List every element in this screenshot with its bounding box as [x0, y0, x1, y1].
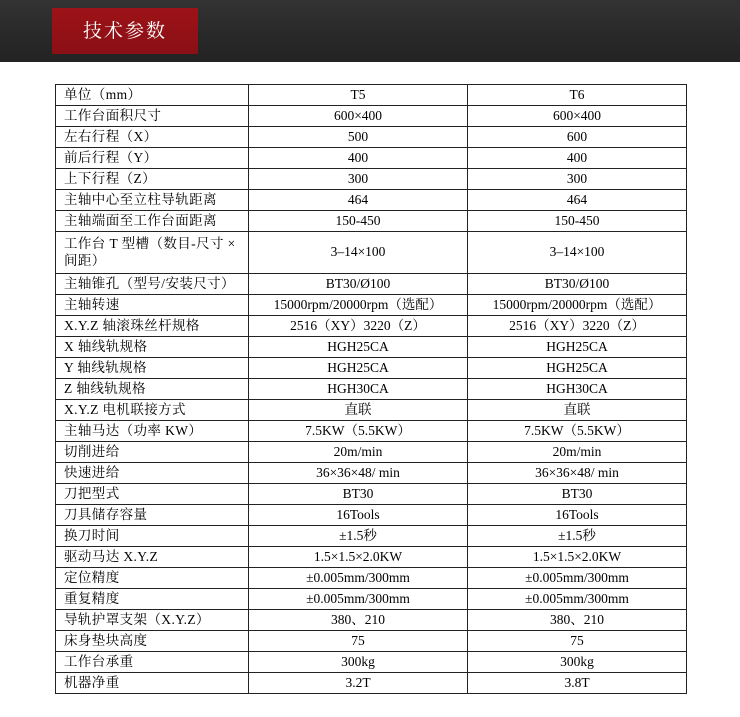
table-row [56, 421, 687, 442]
row-label: 定位精度 [56, 568, 249, 589]
cell-t6: 1.5×1.5×2.0KW [468, 547, 687, 568]
table-row [56, 232, 687, 274]
cell-t6: 75 [468, 631, 687, 652]
cell-t5: 2516（XY）3220（Z） [249, 316, 468, 337]
table-row [56, 379, 687, 400]
cell-t5: HGH25CA [249, 358, 468, 379]
cell-t6: HGH25CA [468, 358, 687, 379]
row-label: Z 轴线轨规格 [56, 379, 249, 400]
cell-t6: 600 [468, 127, 687, 148]
cell-t6: 380、210 [468, 610, 687, 631]
cell-t5: 300kg [249, 652, 468, 673]
table-row [56, 274, 687, 295]
cell-t6: ±0.005mm/300mm [468, 568, 687, 589]
cell-t5: 7.5KW（5.5KW） [249, 421, 468, 442]
cell-t5: 600×400 [249, 106, 468, 127]
cell-t6: 600×400 [468, 106, 687, 127]
cell-t5: BT30/Ø100 [249, 274, 468, 295]
table-row [56, 652, 687, 673]
cell-t5: ±0.005mm/300mm [249, 568, 468, 589]
cell-t5: 75 [249, 631, 468, 652]
row-label: X 轴线轨规格 [56, 337, 249, 358]
cell-t6: 20m/min [468, 442, 687, 463]
row-label: 工作台承重 [56, 652, 249, 673]
column-header-t5: T5 [249, 85, 468, 106]
table-row [56, 631, 687, 652]
row-label: 主轴马达（功率 KW） [56, 421, 249, 442]
specification-table-wrapper [55, 84, 686, 694]
cell-t6: 15000rpm/20000rpm（选配） [468, 295, 687, 316]
row-label: X.Y.Z 电机联接方式 [56, 400, 249, 421]
cell-t6: ±0.005mm/300mm [468, 589, 687, 610]
cell-t5: 3–14×100 [249, 232, 468, 274]
specification-table [55, 84, 687, 694]
row-label: 驱动马达 X.Y.Z [56, 547, 249, 568]
table-row [56, 442, 687, 463]
cell-t6: 3–14×100 [468, 232, 687, 274]
table-row [56, 316, 687, 337]
cell-t6: 3.8T [468, 673, 687, 694]
cell-t5: HGH25CA [249, 337, 468, 358]
row-label: 切削进给 [56, 442, 249, 463]
cell-t5: BT30 [249, 484, 468, 505]
table-row [56, 127, 687, 148]
row-label: 换刀时间 [56, 526, 249, 547]
cell-t6: BT30/Ø100 [468, 274, 687, 295]
cell-t6: 7.5KW（5.5KW） [468, 421, 687, 442]
table-body [56, 106, 687, 694]
cell-t5: 16Tools [249, 505, 468, 526]
row-label: 主轴中心至立柱导轨距离 [56, 190, 249, 211]
cell-t5: 1.5×1.5×2.0KW [249, 547, 468, 568]
cell-t6: ±1.5秒 [468, 526, 687, 547]
table-row [56, 400, 687, 421]
table-row [56, 295, 687, 316]
cell-t5: 直联 [249, 400, 468, 421]
row-label: 机器净重 [56, 673, 249, 694]
table-row [56, 211, 687, 232]
cell-t5: ±0.005mm/300mm [249, 589, 468, 610]
row-label: 快速进给 [56, 463, 249, 484]
row-label: X.Y.Z 轴滚珠丝杆规格 [56, 316, 249, 337]
cell-t5: HGH30CA [249, 379, 468, 400]
row-label: 工作台面积尺寸 [56, 106, 249, 127]
table-row [56, 610, 687, 631]
cell-t6: 直联 [468, 400, 687, 421]
table-row [56, 589, 687, 610]
row-label: 主轴转速 [56, 295, 249, 316]
cell-t6: 2516（XY）3220（Z） [468, 316, 687, 337]
table-row [56, 169, 687, 190]
cell-t5: 150-450 [249, 211, 468, 232]
table-row [56, 337, 687, 358]
table-row [56, 568, 687, 589]
cell-t5: 500 [249, 127, 468, 148]
cell-t6: 400 [468, 148, 687, 169]
table-row [56, 358, 687, 379]
row-label: 主轴锥孔（型号/安装尺寸） [56, 274, 249, 295]
cell-t6: 16Tools [468, 505, 687, 526]
table-header-row [56, 85, 687, 106]
cell-t6: 464 [468, 190, 687, 211]
cell-t6: 150-450 [468, 211, 687, 232]
row-label: Y 轴线轨规格 [56, 358, 249, 379]
row-label: 刀把型式 [56, 484, 249, 505]
row-label: 上下行程（Z） [56, 169, 249, 190]
row-label: 导轨护罩支架（X.Y.Z） [56, 610, 249, 631]
page-title: 技术参数 [82, 20, 167, 42]
row-label: 刀具储存容量 [56, 505, 249, 526]
cell-t6: 300kg [468, 652, 687, 673]
cell-t6: HGH30CA [468, 379, 687, 400]
cell-t5: 464 [249, 190, 468, 211]
cell-t5: 20m/min [249, 442, 468, 463]
table-row [56, 547, 687, 568]
table-row [56, 526, 687, 547]
row-label: 工作台 T 型槽（数目-尺寸 × 间距） [56, 232, 249, 274]
row-label: 前后行程（Y） [56, 148, 249, 169]
row-label: 左右行程（X） [56, 127, 249, 148]
table-row [56, 190, 687, 211]
row-label: 床身垫块高度 [56, 631, 249, 652]
table-row [56, 673, 687, 694]
table-row [56, 148, 687, 169]
cell-t5: 15000rpm/20000rpm（选配） [249, 295, 468, 316]
cell-t6: HGH25CA [468, 337, 687, 358]
table-row [56, 484, 687, 505]
cell-t5: 380、210 [249, 610, 468, 631]
cell-t5: 36×36×48/ min [249, 463, 468, 484]
cell-t6: 36×36×48/ min [468, 463, 687, 484]
cell-t5: 400 [249, 148, 468, 169]
cell-t5: ±1.5秒 [249, 526, 468, 547]
cell-t6: BT30 [468, 484, 687, 505]
cell-t5: 300 [249, 169, 468, 190]
page-header [0, 0, 740, 62]
table-header [56, 85, 687, 106]
row-label: 重复精度 [56, 589, 249, 610]
table-row [56, 106, 687, 127]
row-label: 主轴端面至工作台面距离 [56, 211, 249, 232]
cell-t6: 300 [468, 169, 687, 190]
column-header-unit: 单位（mm） [56, 85, 249, 106]
table-row [56, 505, 687, 526]
table-row [56, 463, 687, 484]
cell-t5: 3.2T [249, 673, 468, 694]
column-header-t6: T6 [468, 85, 687, 106]
